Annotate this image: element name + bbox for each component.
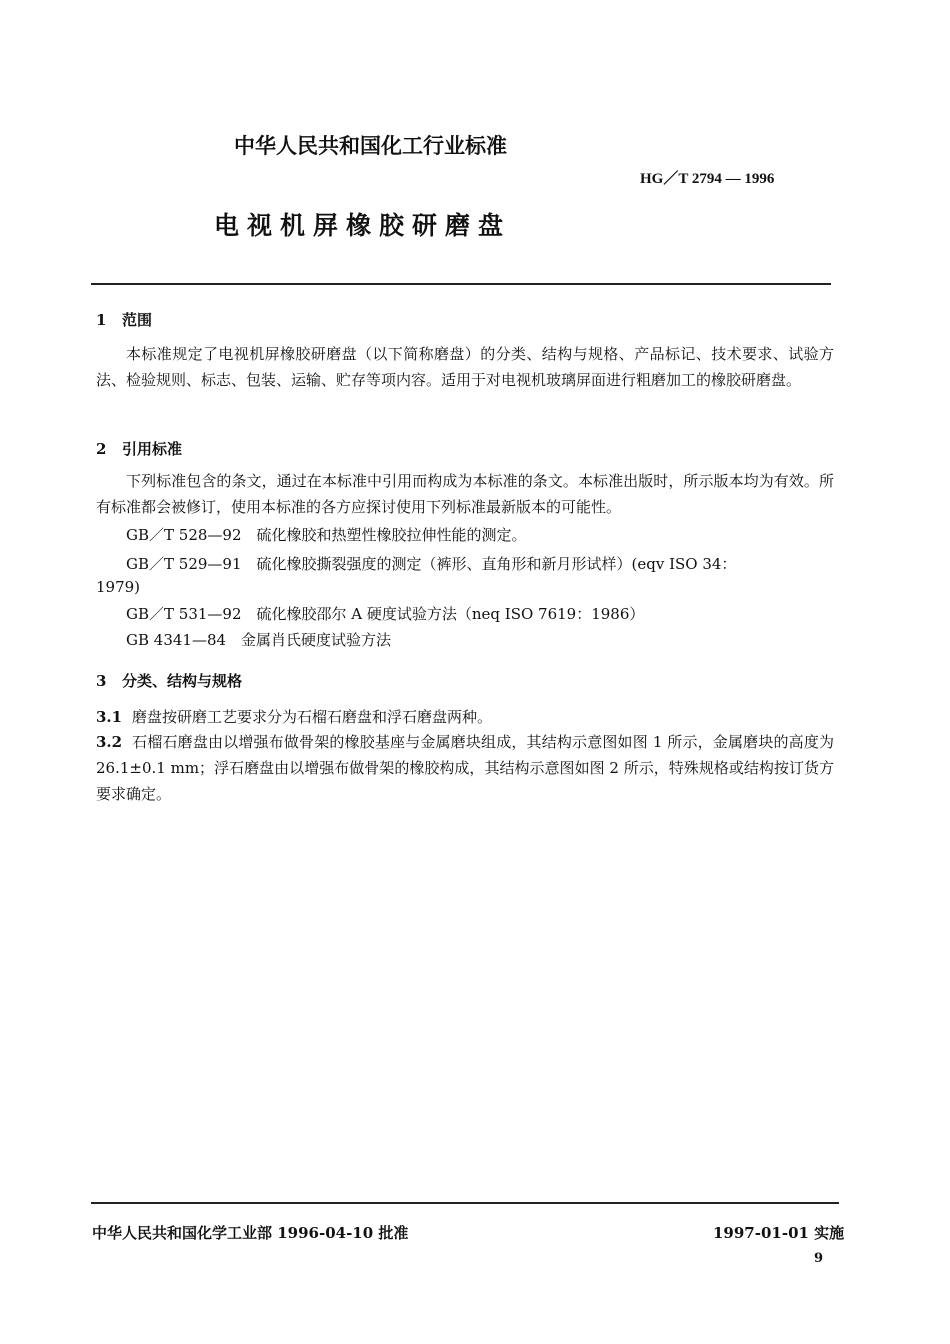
reference-item: GB／T 529—91 硫化橡胶撕裂强度的测定（裤形、直角形和新月形试样）(eqv ISO 34： [126, 555, 737, 573]
standard-code: HG／T 2794 — 1996 [640, 171, 775, 187]
section-2-paragraph: 下列标准包含的条文，通过在本标准中引用而构成为本标准的条文。本标准出版时，所示版本均为有效。所有标准都会被修订，使用本标准的各方应探讨使用下列标准最新版本的可能性。 [96, 472, 834, 516]
section-3-heading [96, 670, 242, 691]
reference-item: GB／T 531—92 硫化橡胶邵尔 A 硬度试验方法（neq ISO 7619：1986） [126, 605, 645, 623]
header-divider [91, 283, 831, 285]
clause-text: 磨盘按研磨工艺要求分为石榴石磨盘和浮石磨盘两种。 [132, 708, 493, 726]
section-title: 引用标准 [122, 440, 183, 458]
section-number: 2 [96, 440, 107, 458]
clause-3-2 [96, 729, 834, 807]
clause-text: 石榴石磨盘由以增强布做骨架的橡胶基座与金属磨块组成，其结构示意图如图 1 所示，金属磨块的高度为 26.1±0.1 mm；浮石磨盘由以增强布做骨架的橡胶构成，其结构示意图如图 2 所示，特殊规格或结构按订货方要求确定。 [96, 733, 834, 803]
section-2-heading [96, 438, 182, 459]
clause-3-1 [96, 706, 492, 727]
implementation-date: 1997-01-01 实施 [713, 1224, 845, 1242]
clause-number: 3.2 [96, 733, 123, 751]
section-1-paragraph: 本标准规定了电视机屏橡胶研磨盘（以下简称磨盘）的分类、结构与规格、产品标记、技术要求、试验方法、检验规则、标志、包装、运输、贮存等项内容。适用于对电视机玻璃屏面进行粗磨加工的橡胶研磨盘。 [96, 345, 834, 389]
clause-number: 3.1 [96, 708, 123, 726]
reference-item: GB／T 528—92 硫化橡胶和热塑性橡胶拉伸性能的测定。 [126, 526, 527, 544]
footer-divider [91, 1202, 839, 1204]
section-number: 3 [96, 672, 107, 690]
section-title: 分类、结构与规格 [122, 672, 243, 690]
page-number: 9 [814, 1251, 824, 1266]
standard-category: 中华人民共和国化工行业标准 [234, 133, 507, 158]
section-1-heading [96, 309, 152, 330]
section-title: 范围 [122, 311, 153, 329]
approval-statement: 中华人民共和国化学工业部 1996-04-10 批准 [92, 1224, 409, 1242]
reference-item: GB 4341—84 金属肖氏硬度试验方法 [126, 631, 392, 649]
document-title: 电视机屏橡胶研磨盘 [214, 211, 512, 240]
section-number: 1 [96, 311, 107, 329]
reference-continuation: 1979) [96, 578, 141, 596]
